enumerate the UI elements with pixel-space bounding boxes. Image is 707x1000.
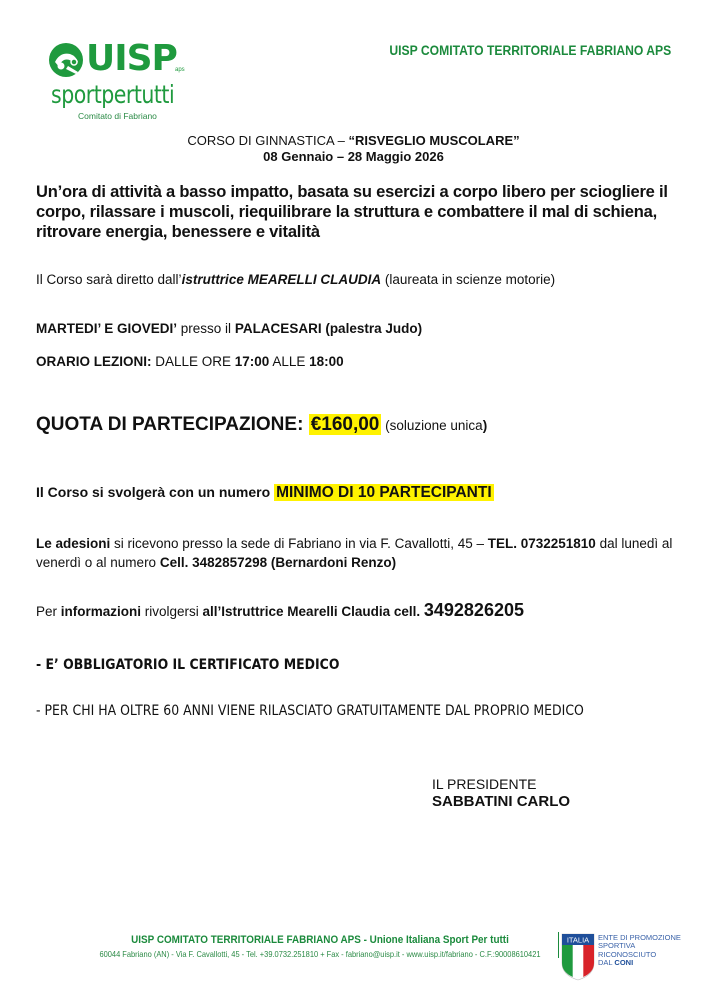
over-60-notice: - PER CHI HA OLTRE 60 ANNI VIENE RILASCIATO GRATUITAMENTE DAL PROPRIO MEDICO bbox=[36, 703, 584, 719]
organization-header: UISP COMITATO TERRITORIALE FABRIANO APS bbox=[389, 43, 671, 58]
signature-name: SABBATINI CARLO bbox=[432, 793, 571, 810]
schedule-line bbox=[36, 354, 344, 369]
uisp-logo bbox=[48, 40, 198, 125]
instructor-suffix: (laureata in scienze motorie) bbox=[381, 272, 556, 287]
coni-prefix: DAL bbox=[598, 957, 615, 967]
logo-suffix: aps bbox=[175, 67, 185, 73]
footer-contacts: 60044 Fabriano (AN) - Via F. Cavallotti, 45 - Tel. +39.0732.251810 + Fax - fabriano@uisp.it - www.uisp.it/fabriano - C.F.:90008610421 bbox=[99, 949, 541, 959]
enrollment-label: Le adesioni bbox=[36, 536, 111, 551]
fee-line bbox=[36, 414, 487, 436]
schedule-from-text: DALLE ORE bbox=[151, 354, 235, 369]
schedule-start: 17:00 bbox=[234, 354, 270, 369]
info-contact: all’Istruttrice Mearelli Claudia cell. bbox=[202, 604, 424, 619]
days-line bbox=[36, 321, 422, 336]
minimum-prefix: Il Corso si svolgerà con un numero bbox=[36, 484, 275, 500]
instructor-line bbox=[36, 272, 555, 287]
enrollment-text: si ricevono presso la sede di Fabriano in via F. Cavallotti, 45 – bbox=[110, 536, 488, 551]
coni-line: SPORTIVA bbox=[598, 941, 636, 951]
fee-note: (soluzione unica bbox=[381, 418, 483, 433]
course-venue: PALACESARI (palestra Judo) bbox=[234, 321, 423, 336]
instructor-phone: 3492826205 bbox=[423, 600, 524, 620]
enrollment-info bbox=[36, 534, 686, 572]
course-description: Un’ora di attività a basso impatto, basata su esercizi a corpo libero per sciogliere il corpo, rilassare i muscoli, riequilibrare la struttura e combattere il mal di schiena, ritrovare energia, benessere e vitalità bbox=[36, 183, 668, 241]
coni-line: ENTE DI PROMOZIONE bbox=[598, 933, 681, 942]
logo-tagline: sportpertutti bbox=[51, 80, 175, 109]
logo-subtitle: Comitato di Fabriano bbox=[78, 111, 157, 121]
shield-label: ITALIA bbox=[566, 935, 590, 945]
signature-role: IL PRESIDENTE bbox=[432, 776, 537, 792]
days-middle: presso il bbox=[177, 321, 235, 336]
instructor-name: istruttrice MEARELLI CLAUDIA bbox=[181, 272, 382, 287]
course-title bbox=[0, 133, 707, 148]
coni-line: RICONOSCIUTO bbox=[598, 949, 657, 959]
enrollment-text-2: dal lunedì al venerdì o al numero bbox=[36, 536, 673, 570]
course-name: “RISVEGLIO MUSCOLARE” bbox=[348, 133, 520, 148]
info-prefix: Per bbox=[36, 604, 61, 619]
footer-divider bbox=[558, 932, 559, 958]
uisp-emblem-icon bbox=[48, 42, 84, 78]
course-days: MARTEDI’ E GIOVEDI’ bbox=[36, 321, 178, 336]
italia-shield-icon bbox=[561, 933, 595, 981]
coni-recognition bbox=[598, 934, 681, 967]
contact-cell: Cell. 3482857298 (Bernardoni Renzo) bbox=[159, 555, 397, 570]
footer-organization: UISP COMITATO TERRITORIALE FABRIANO APS - Unione Italiana Sport Per tutti bbox=[131, 934, 509, 946]
info-line bbox=[36, 600, 524, 621]
fee-note-close: ) bbox=[482, 418, 488, 433]
schedule-end: 18:00 bbox=[309, 354, 344, 369]
minimum-participants-line bbox=[36, 484, 494, 502]
medical-certificate-notice: - E’ OBBLIGATORIO IL CERTIFICATO MEDICO bbox=[36, 657, 340, 673]
fee-amount: €160,00 bbox=[310, 414, 380, 435]
schedule-label: ORARIO LEZIONI: bbox=[36, 354, 152, 369]
coni-name: CONI bbox=[614, 957, 634, 967]
info-middle: rivolgersi bbox=[141, 604, 203, 619]
office-phone: TEL. 0732251810 bbox=[487, 536, 596, 551]
course-dates: 08 Gennaio – 28 Maggio 2026 bbox=[263, 149, 444, 164]
fee-label: QUOTA DI PARTECIPAZIONE: bbox=[36, 414, 309, 435]
info-label: informazioni bbox=[60, 604, 142, 619]
course-title-prefix: CORSO DI GINNASTICA – bbox=[187, 133, 349, 148]
minimum-participants: MINIMO DI 10 PARTECIPANTI bbox=[276, 484, 492, 501]
instructor-prefix: Il Corso sarà diretto dall’ bbox=[36, 272, 182, 287]
schedule-to-text: ALLE bbox=[269, 354, 310, 369]
coni-line bbox=[598, 959, 681, 967]
logo-brand: UISP bbox=[86, 38, 177, 79]
